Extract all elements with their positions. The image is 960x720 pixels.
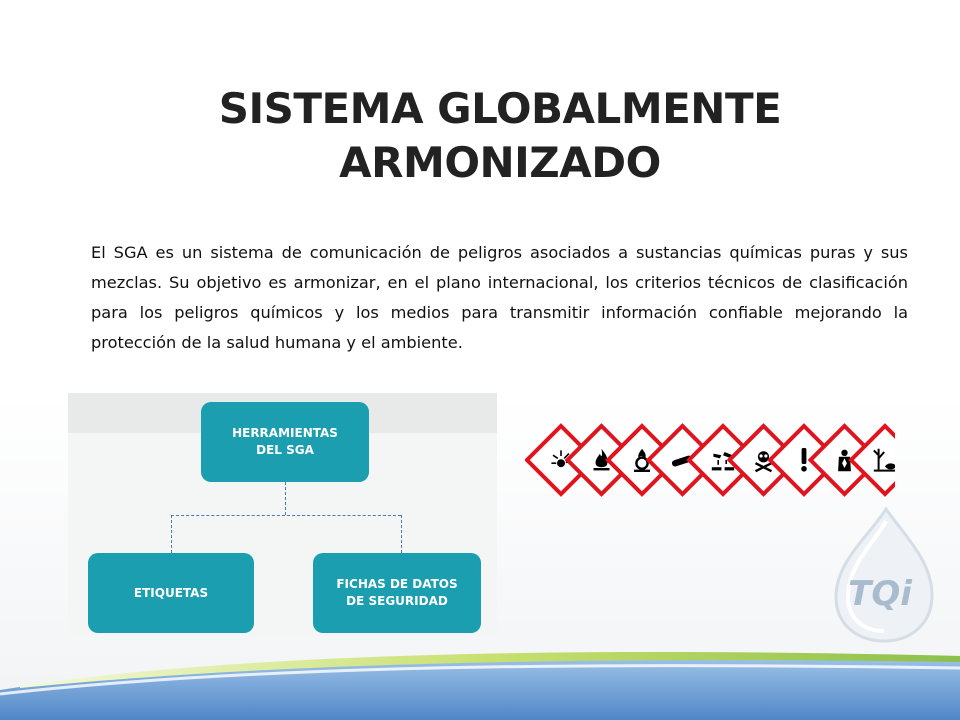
connector-right-down: [401, 515, 402, 553]
diagram-root-node: [201, 402, 369, 482]
connector-left-down: [171, 515, 172, 553]
connector-horizontal: [171, 515, 401, 516]
sga-tools-diagram: [68, 393, 497, 635]
decorative-wave-footer: [0, 640, 960, 720]
environment-icon: [851, 426, 895, 494]
root-node-line-2: DEL SGA: [256, 443, 314, 457]
diagram-node-etiquetas: [88, 553, 254, 633]
node-fichas-line-2: DE SEGURIDAD: [346, 594, 448, 608]
root-node-line-1: HERRAMIENTAS: [232, 426, 338, 440]
ghs-pictograms: [525, 422, 895, 498]
logo-text: TQi: [848, 574, 912, 614]
diagram-node-fichas: [313, 553, 481, 633]
title-line-2: ARMONIZADO: [339, 138, 661, 187]
node-fichas-line-1: FICHAS DE DATOS: [336, 577, 458, 591]
title-line-1: SISTEMA GLOBALMENTE: [218, 84, 782, 133]
tqi-logo: [822, 505, 940, 645]
node-etiquetas-label: ETIQUETAS: [133, 585, 209, 600]
page-title: [0, 82, 960, 190]
pictogram-diamond: [851, 426, 895, 494]
connector-root-down: [285, 482, 286, 515]
description-paragraph: El SGA es un sistema de comunicación de peligros asociados a sustancias químicas puras y sus mezclas. Su objetivo es armonizar, en el plano internacional, los criterios técnicos de clasificación para los peligros químicos y los medios para transmitir información confiable mejorando la protección de la salud humana y el ambiente.: [91, 243, 908, 352]
